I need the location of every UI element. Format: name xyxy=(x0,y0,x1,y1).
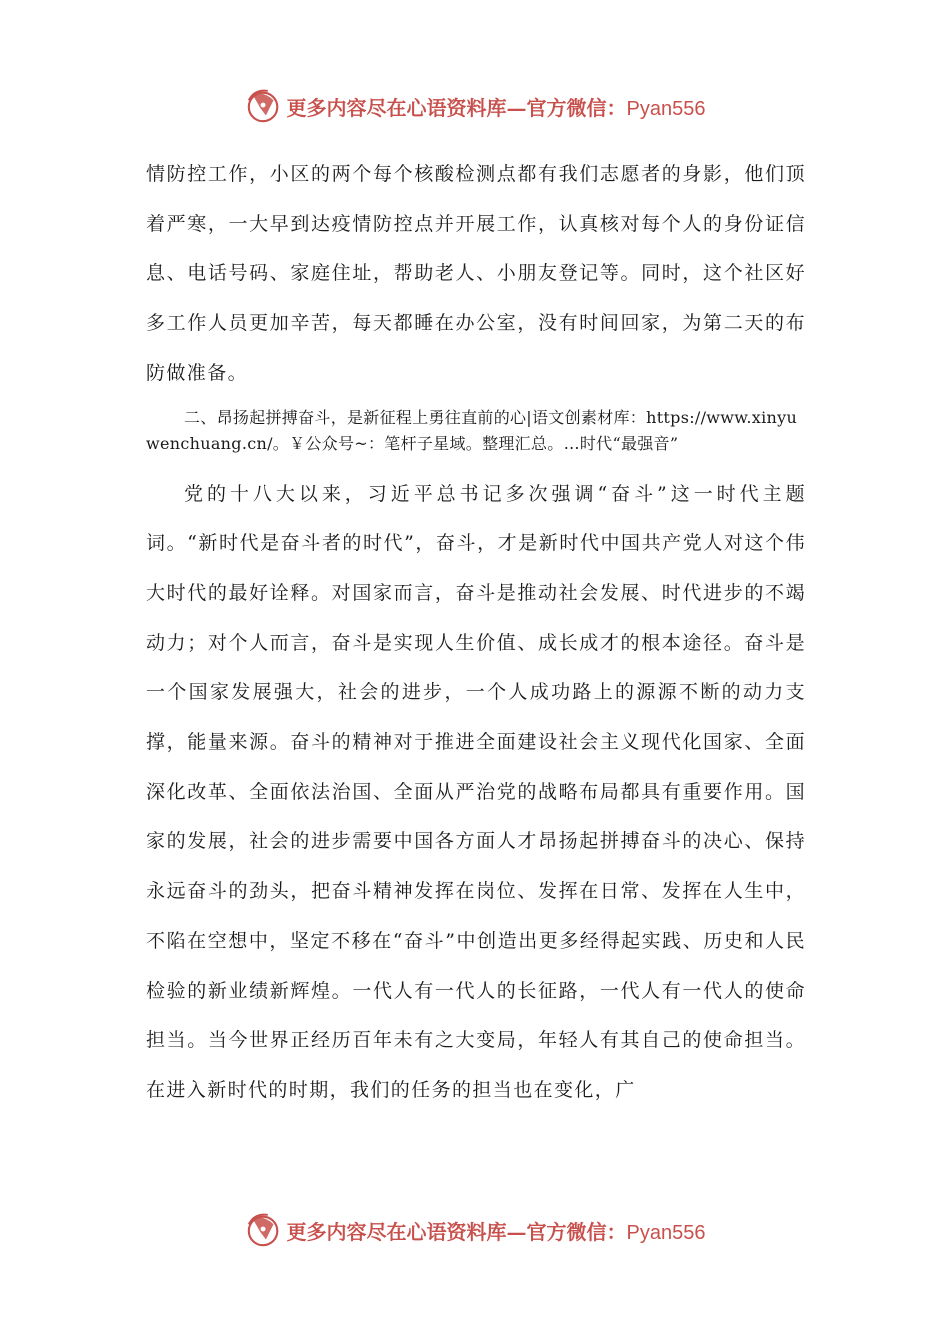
paragraph-2: 党的十八大以来，习近平总书记多次强调“奋斗”这一时代主题词。“新时代是奋斗者的时代”，奋斗，才是新时代中国共产党人对这个伟大时代的最好诠释。对国家而言，奋斗是推动社会发展、时代进步的不竭动力；对个人而言，奋斗是实现人生价值、成长成才的根本途径。奋斗是一个国家发展强大，社会的进步，一个人成功路上的源源不断的动力支撑，能量来源。奋斗的精神对于推进全面建设社会主义现代化国家、全面深化改革、全面依法治国、全面从严治党的战略布局都具有重要作用。国家的发展，社会的进步需要中国各方面人才昂扬起拼搏奋斗的决心、保持永远奋斗的劲头，把奋斗精神发挥在岗位、发挥在日常、发挥在人生中，不陷在空想中，坚定不移在“奋斗”中创造出更多经得起实践、历史和人民检验的新业绩新辉煌。一代人有一代人的长征路，一代人有一代人的使命担当。当今世界正经历百年未有之大变局，年轻人有其自己的使命担当。在进入新时代的时期，我们的任务的担当也在变化，广 xyxy=(146,482,806,1101)
header-banner xyxy=(0,84,950,128)
pen-nib-circle-logo-icon xyxy=(245,1211,283,1249)
footer-banner-wechat: 官方微信： xyxy=(526,1219,627,1244)
paragraph-1: 情防控工作，小区的两个每个核酸检测点都有我们志愿者的身影，他们顶着严寒，一大早到达疫情防控点并开展工作，认真核对每个人的身份证信息、电话号码、家庭住址，帮助老人、小朋友登记等。同时，这个社区好多工作人员更加辛苦，每天都睡在办公室，没有时间回家，为第二天的布防做准备。 xyxy=(146,163,806,384)
header-banner-id: Pyan556 xyxy=(626,97,706,120)
footer-banner-text xyxy=(287,1216,706,1245)
footer-banner-id: Pyan556 xyxy=(626,1221,706,1244)
header-banner-cn: 更多内容尽在心语资料库— xyxy=(286,95,527,120)
header-banner-wechat: 官方微信： xyxy=(526,95,627,120)
pen-nib-circle-logo-icon xyxy=(245,87,283,125)
header-banner-text xyxy=(287,92,706,121)
footer-banner-cn: 更多内容尽在心语资料库— xyxy=(286,1219,527,1244)
footer-banner xyxy=(0,1208,950,1252)
document-body xyxy=(146,150,806,1116)
section-heading-2: 二、昂扬起拼搏奋斗，是新征程上勇往直前的心|语文创素材库：https://www.xinyuwenchuang.cn/。￥公众号~：笔杆子星域。整理汇总。…时代“最强音” xyxy=(146,407,798,454)
